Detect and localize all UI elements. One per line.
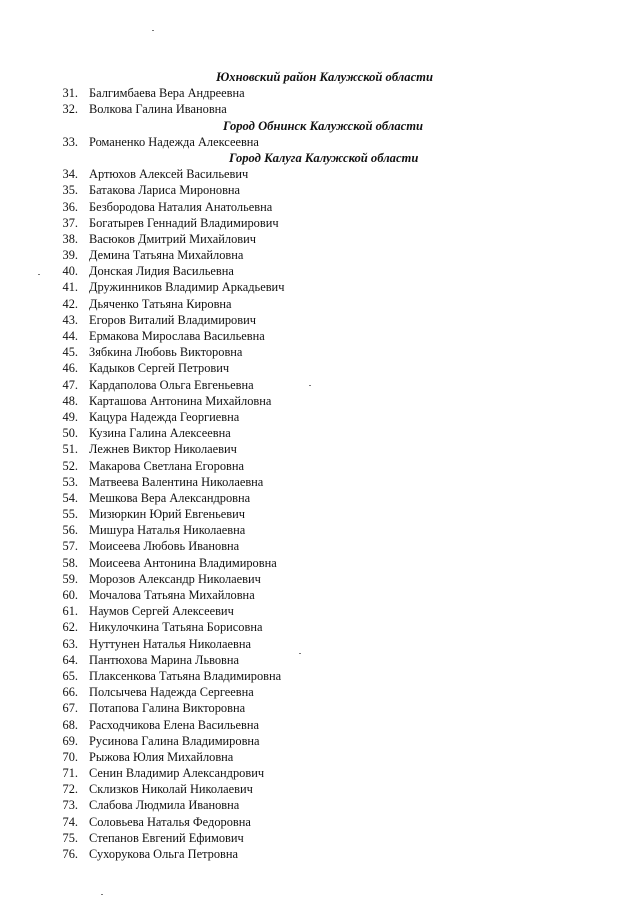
list-item [0, 684, 640, 700]
list-item-name: Морозов Александр Николаевич [89, 571, 261, 586]
list-item-number: 56. [62, 523, 78, 538]
list-item-name: Дьяченко Татьяна Кировна [89, 296, 232, 311]
list-item-name: Безбородова Наталия Анатольевна [89, 199, 273, 214]
list-item-number: 33. [62, 134, 78, 149]
section-heading [0, 118, 640, 134]
list-item [0, 231, 640, 247]
list-item-name: Егоров Виталий Владимирович [89, 312, 256, 327]
list-item [0, 279, 640, 295]
list-item-number: 50. [62, 426, 78, 441]
section-heading-text: Город Калуга Калужской области [229, 150, 419, 165]
list-item-number: 65. [62, 668, 78, 683]
list-item [0, 636, 640, 652]
list-item [0, 765, 640, 781]
section-heading-text: Юхновский район Калужской области [216, 70, 433, 84]
list-item [0, 296, 640, 312]
list-item-name: Донская Лидия Васильевна [89, 264, 234, 279]
list-item [0, 555, 640, 571]
list-item [0, 474, 640, 490]
section-heading [0, 150, 640, 166]
scan-speck [299, 653, 301, 654]
list-item [0, 668, 640, 684]
scan-speck [101, 894, 103, 895]
list-item-number: 70. [62, 749, 78, 764]
list-item [0, 393, 640, 409]
list-item-number: 39. [62, 248, 78, 263]
scan-speck [38, 274, 40, 275]
list-item-name: Волкова Галина Ивановна [89, 102, 227, 117]
list-item-number: 73. [62, 798, 78, 813]
list-item-number: 74. [62, 814, 78, 829]
list-item-number: 46. [62, 361, 78, 376]
list-item-number: 64. [62, 652, 78, 667]
list-item-name: Мочалова Татьяна Михайловна [89, 588, 255, 602]
list-item-number: 52. [62, 458, 78, 473]
list-item-name: Зябкина Любовь Викторовна [89, 345, 243, 360]
list-item [0, 263, 640, 279]
list-item-number: 62. [62, 620, 78, 635]
list-item-name: Артюхов Алексей Васильевич [89, 167, 249, 182]
list-item-name: Потапова Галина Викторовна [89, 701, 246, 716]
list-item [0, 587, 640, 603]
list-item-number: 61. [62, 604, 78, 619]
scan-speck [152, 30, 154, 31]
list-item [0, 409, 640, 425]
list-item [0, 458, 640, 474]
list-item [0, 846, 640, 862]
list-item-name: Богатырев Геннадий Владимирович [89, 215, 279, 230]
list-item-number: 68. [62, 717, 78, 732]
list-item-number: 72. [62, 782, 78, 797]
list-item-number: 71. [62, 766, 78, 781]
list-item-name: Кадыков Сергей Петрович [89, 361, 230, 376]
list-item-number: 66. [62, 685, 78, 700]
list-item-name: Соловьева Наталья Федоровна [89, 814, 251, 829]
list-item-name: Склизков Николай Николаевич [89, 782, 253, 797]
list-item [0, 717, 640, 733]
list-item-name: Никулочкина Татьяна Борисовна [89, 620, 263, 635]
list-item-name: Балгимбаева Вера Андреевна [89, 86, 245, 101]
list-item-name: Степанов Евгений Ефимович [89, 830, 244, 845]
list-item-number: 45. [62, 345, 78, 360]
list-item [0, 490, 640, 506]
list-item-number: 59. [62, 571, 78, 586]
list-item-name: Кузина Галина Алексеевна [89, 426, 231, 441]
list-item [0, 312, 640, 328]
list-item-number: 58. [62, 555, 78, 570]
list-item-name: Мишура Наталья Николаевна [89, 523, 246, 538]
section-heading [0, 69, 640, 85]
list-item-number: 76. [62, 847, 78, 861]
list-item [0, 733, 640, 749]
scan-speck [309, 385, 311, 386]
list-item-name: Батакова Лариса Мироновна [89, 183, 241, 198]
list-item [0, 441, 640, 457]
list-item-number: 57. [62, 539, 78, 554]
list-item-name: Нуттунен Наталья Николаевна [89, 636, 251, 651]
list-item [0, 199, 640, 215]
list-item-name: Карташова Антонина Михайловна [89, 393, 272, 408]
list-item [0, 344, 640, 360]
list-item-name: Матвеева Валентина Николаевна [89, 474, 264, 489]
list-item [0, 571, 640, 587]
list-item [0, 603, 640, 619]
list-item [0, 700, 640, 716]
list-item-number: 31. [62, 86, 78, 101]
list-item-number: 75. [62, 830, 78, 845]
list-item [0, 781, 640, 797]
list-item [0, 652, 640, 668]
list-item-number: 55. [62, 507, 78, 522]
list-item-number: 60. [62, 588, 78, 602]
list-item-number: 53. [62, 474, 78, 489]
list-item-number: 67. [62, 701, 78, 716]
list-item-number: 37. [62, 215, 78, 230]
list-item-name: Мешкова Вера Александровна [89, 490, 251, 505]
list-item [0, 85, 640, 101]
list-item-name: Лежнев Виктор Николаевич [89, 442, 237, 457]
list-item-name: Васюков Дмитрий Михайлович [89, 231, 257, 246]
list-item-number: 54. [62, 490, 78, 505]
list-item-number: 36. [62, 199, 78, 214]
list-item-number: 51. [62, 442, 78, 457]
list-item-number: 69. [62, 733, 78, 748]
section-heading-text: Город Обнинск Калужской области [223, 118, 424, 133]
list-item-name: Полсычева Надежда Сергеевна [89, 685, 254, 700]
list-item-name: Мизюркин Юрий Евгеньевич [89, 507, 245, 522]
list-item-name: Русинова Галина Владимировна [89, 733, 260, 748]
list-item-name: Демина Татьяна Михайловна [89, 248, 244, 263]
list-item-name: Кардаполова Ольга Евгеньевна [89, 377, 254, 392]
list-item-name: Рыжова Юлия Михайловна [89, 749, 234, 764]
list-item [0, 134, 640, 150]
list-item-number: 35. [62, 183, 78, 198]
list-item [0, 360, 640, 376]
list-item-name: Плаксенкова Татьяна Владимировна [89, 668, 282, 683]
list-item [0, 215, 640, 231]
list-item [0, 166, 640, 182]
list-item [0, 506, 640, 522]
list-item [0, 328, 640, 344]
list-item-name: Сенин Владимир Александрович [89, 766, 265, 781]
list-item [0, 182, 640, 198]
list-item-name: Расходчикова Елена Васильевна [89, 717, 260, 732]
document-page [0, 69, 640, 862]
list-item-number: 41. [62, 280, 78, 295]
list-item-name: Макарова Светлана Егоровна [89, 458, 244, 473]
list-item-name: Ермакова Мирослава Васильевна [89, 329, 265, 343]
list-item-name: Романенко Надежда Алексеевна [89, 134, 259, 149]
list-item-number: 32. [62, 102, 78, 117]
list-item-name: Дружинников Владимир Аркадьевич [89, 280, 285, 295]
list-item-number: 49. [62, 409, 78, 424]
list-item [0, 814, 640, 830]
list-item [0, 425, 640, 441]
list-item [0, 797, 640, 813]
list-item-name: Слабова Людмила Ивановна [89, 798, 240, 813]
list-item-number: 43. [62, 312, 78, 327]
list-item [0, 101, 640, 117]
list-item-name: Сухорукова Ольга Петровна [89, 847, 239, 861]
list-item-number: 40. [62, 264, 78, 279]
list-item-number: 47. [62, 377, 78, 392]
list-item-name: Пантюхова Марина Львовна [89, 652, 240, 667]
list-item-number: 63. [62, 636, 78, 651]
list-item-number: 34. [62, 167, 78, 182]
list-item-number: 48. [62, 393, 78, 408]
list-item [0, 830, 640, 846]
list-item-number: 44. [62, 329, 78, 343]
list-item [0, 538, 640, 554]
list-item-name: Моисеева Любовь Ивановна [89, 539, 240, 554]
list-item [0, 749, 640, 765]
list-item [0, 619, 640, 635]
list-item-name: Кацура Надежда Георгиевна [89, 409, 240, 424]
list-item [0, 522, 640, 538]
list-item-name: Моисеева Антонина Владимировна [89, 555, 277, 570]
list-item [0, 377, 640, 393]
list-item-number: 38. [62, 231, 78, 246]
list-item [0, 247, 640, 263]
list-item-number: 42. [62, 296, 78, 311]
list-item-name: Наумов Сергей Алексеевич [89, 604, 234, 619]
